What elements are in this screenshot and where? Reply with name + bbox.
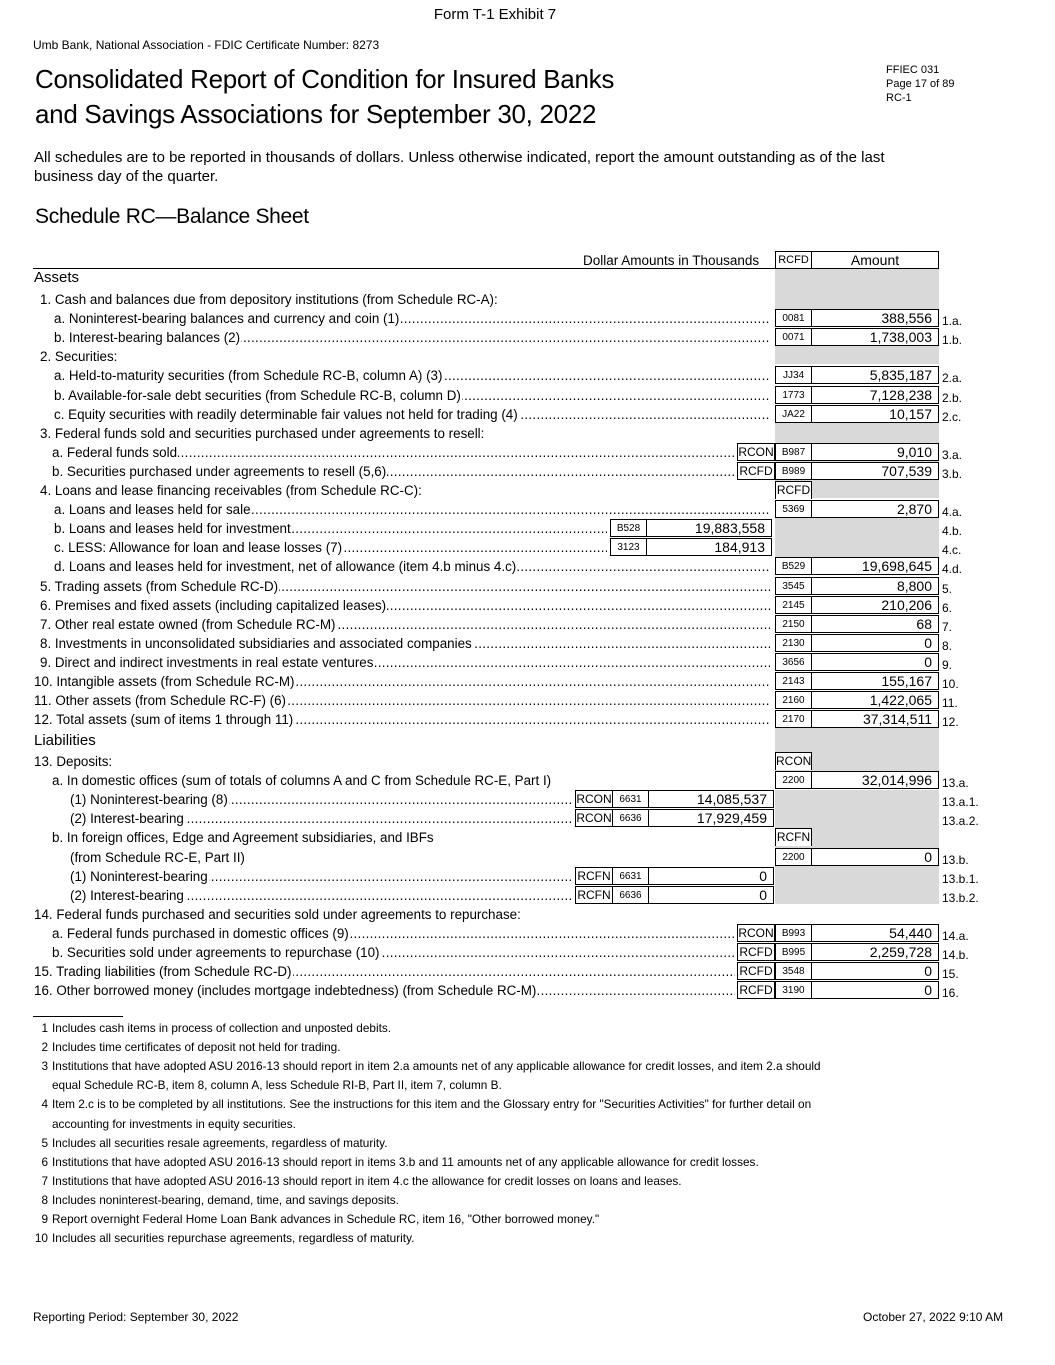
amount-value: 0	[811, 981, 939, 999]
title-line-1: Consolidated Report of Condition for Insured Banks	[35, 64, 615, 94]
row-label-text: 10. Intangible assets (from Schedule RC-M)	[34, 674, 295, 689]
row-label-text: (1) Noninterest-bearing	[70, 868, 208, 884]
row-label	[70, 867, 572, 886]
footnote-text: Institutions that have adopted ASU 2016-13 should report in item 4.c the allowance for credit losses on loans and leases.	[52, 1173, 682, 1188]
footnote-text: accounting for investments in equity securities.	[52, 1116, 296, 1131]
row-label	[54, 557, 770, 576]
item-code: 2150	[775, 615, 812, 633]
line-number: 2.a.	[942, 371, 963, 386]
prefix-code: RCFD	[737, 943, 775, 961]
row-label-text: 1. Cash and balances due from depository institutions (from Schedule RC-A):	[40, 292, 498, 307]
item-code: 2160	[775, 691, 812, 709]
line-number: 13.a.1.	[942, 795, 979, 810]
table-row	[0, 557, 1055, 576]
prefix-code: RCFD	[737, 462, 775, 480]
section-liabilities: Liabilities	[34, 732, 96, 749]
table-row	[0, 867, 1055, 886]
row-label	[40, 424, 770, 443]
reporting-period: Reporting Period: September 30, 2022	[33, 1310, 239, 1324]
line-number: 13.b.	[942, 852, 969, 867]
line-number: 2.c.	[942, 409, 962, 424]
row-label-text: 2. Securities:	[40, 349, 118, 365]
amount-value: 32,014,996	[811, 771, 939, 789]
row-label	[70, 886, 572, 905]
table-row	[0, 386, 1055, 405]
footnote-text: Institutions that have adopted ASU 2016-13 should report in items 3.b and 11 amounts net of any applicable allowance for credit losses.	[52, 1154, 759, 1169]
amount-value: 37,314,511	[811, 710, 939, 728]
row-label	[54, 538, 607, 557]
amount-value: 388,556	[811, 309, 939, 327]
sub-amount-value: 184,913	[646, 538, 772, 556]
table-row	[0, 519, 1055, 538]
table-row	[0, 309, 1055, 328]
line-number: 1.b.	[942, 333, 963, 348]
table-row	[0, 981, 1055, 1000]
row-label-text: (2) Interest-bearing	[70, 887, 184, 903]
line-number: 5.	[942, 581, 953, 596]
line-number: 13.a.2.	[942, 814, 979, 829]
section-assets: Assets	[34, 269, 80, 286]
table-row	[0, 538, 1055, 557]
row-label	[54, 309, 770, 328]
row-label-text: 15. Trading liabilities (from Schedule RC-D)	[34, 964, 292, 980]
form-id-block	[886, 63, 955, 105]
line-number: 4.d.	[942, 562, 963, 577]
header-prefix: RCFD	[775, 251, 812, 269]
line-number: 1.a.	[942, 314, 963, 329]
footnote-number: 7	[41, 1173, 48, 1188]
row-label-text: d. Loans and leases held for investment, net of allowance (item 4.b minus 4.c)	[54, 559, 517, 575]
table-row	[0, 771, 1055, 790]
prefix-code: RCFD	[737, 962, 775, 980]
footnote-text: Item 2.c is to be completed by all institutions. See the instructions for this item and the Glossary entry for "Securities Activities" for further detail on	[52, 1097, 812, 1112]
row-label-text: 5. Trading assets (from Schedule RC-D)	[40, 578, 279, 594]
table-row	[0, 596, 1055, 615]
line-number: 16.	[942, 986, 959, 1001]
table-row	[0, 366, 1055, 385]
sub-prefix-code: RCON	[576, 811, 612, 826]
amount-value: 2,259,728	[811, 943, 939, 961]
row-label-text: a. Loans and leases held for sale	[54, 502, 251, 518]
item-code: 2200	[775, 848, 812, 866]
table-row	[0, 752, 1055, 771]
table-row	[0, 347, 1055, 366]
row-label-text: a. In domestic offices (sum of totals of columns A and C from Schedule RC-E, Part I)	[52, 773, 552, 789]
sub-item-code: 6636	[612, 886, 649, 904]
row-label	[34, 981, 735, 1000]
row-label-text: 16. Other borrowed money (includes mortgage indebtedness) (from Schedule RC-M)	[34, 983, 537, 999]
table-row	[0, 405, 1055, 424]
line-number: 15.	[942, 967, 959, 982]
sub-item-code: 3123	[610, 538, 647, 556]
item-code: 3190	[775, 981, 812, 999]
amount-value: 7,128,238	[811, 386, 939, 404]
page-number: Page 17 of 89	[886, 78, 955, 90]
item-code: B987	[775, 443, 812, 461]
row-label	[54, 500, 770, 519]
footnote-number: 5	[41, 1135, 48, 1150]
row-label-text: b. In foreign offices, Edge and Agreement subsidiaries, and IBFs	[52, 830, 434, 846]
row-label-text: b. Available-for-sale debt securities (from Schedule RC-B, column D)	[54, 387, 461, 403]
table-row	[0, 691, 1055, 710]
row-label	[34, 691, 770, 710]
line-number: 14.b.	[942, 948, 969, 962]
row-label-text: a. Federal funds sold	[52, 444, 178, 460]
row-label	[40, 615, 770, 634]
row-label-text: 12. Total assets (sum of items 1 through 11)	[34, 712, 294, 728]
row-label	[52, 771, 770, 790]
item-code: 2170	[775, 710, 812, 728]
row-label-text: 9. Direct and indirect investments in real estate ventures	[40, 654, 374, 670]
row-label	[52, 943, 735, 962]
table-row	[0, 924, 1055, 943]
line-number: 7.	[942, 619, 953, 634]
row-label	[40, 653, 770, 672]
amount-value: 155,167	[811, 672, 939, 690]
row-label-text: b. Securities purchased under agreements to resell (5,6)	[52, 463, 387, 479]
amount-value: 8,800	[811, 577, 939, 595]
amount-value: 5,835,187	[811, 366, 939, 384]
row-label	[34, 672, 770, 691]
item-code: 2143	[775, 672, 812, 690]
row-label	[40, 634, 770, 653]
item-code: B529	[775, 557, 812, 575]
sub-amount-value: 0	[648, 867, 774, 885]
line-number: 4.c.	[942, 543, 962, 558]
item-code: B989	[775, 462, 812, 480]
row-label	[70, 790, 572, 809]
sub-item-code: 6631	[612, 867, 649, 885]
footnote-text: Report overnight Federal Home Loan Bank advances in Schedule RC, item 16, "Other borrowed money."	[52, 1212, 600, 1226]
row-label-text: a. Held-to-maturity securities (from Schedule RC-B, column A) (3)	[54, 368, 443, 384]
footnote-number: 9	[41, 1212, 48, 1226]
footnote-number: 8	[41, 1192, 48, 1207]
row-label	[40, 347, 770, 366]
prefix-code: RCFD	[737, 981, 775, 999]
line-number: 13.b.1.	[942, 871, 979, 886]
sub-item-code: B528	[610, 519, 647, 537]
item-code: 5369	[775, 500, 812, 518]
line-number: 11.	[942, 696, 958, 711]
row-label	[70, 848, 770, 867]
line-number: 14.a.	[942, 928, 969, 943]
table-row	[0, 848, 1055, 867]
row-label-text: (from Schedule RC-E, Part II)	[70, 849, 245, 865]
table-row	[0, 481, 1055, 500]
row-label-text: b. Loans and leases held for investment	[54, 521, 291, 537]
table-row	[0, 577, 1055, 596]
table-row	[0, 672, 1055, 691]
amount-value: 68	[811, 615, 939, 633]
footnote-number: 2	[41, 1040, 48, 1055]
sub-prefix-code: RCON	[576, 792, 612, 807]
amount-value: 54,440	[811, 924, 939, 942]
line-number: 3.b.	[942, 466, 963, 481]
sub-amount-value: 19,883,558	[646, 519, 772, 537]
table-row	[0, 653, 1055, 672]
row-label	[34, 962, 735, 981]
amount-value: 2,870	[811, 500, 939, 518]
row-label-text: c. LESS: Allowance for loan and lease losses (7)	[54, 540, 343, 556]
amount-value: 1,422,065	[811, 691, 939, 709]
row-label	[54, 328, 770, 347]
amount-value: 0	[811, 962, 939, 980]
item-code: B995	[775, 943, 812, 961]
row-label	[34, 752, 770, 771]
column-prefix: RCFD	[776, 483, 811, 497]
row-label-text: 11. Other assets (from Schedule RC-F) (6)	[34, 693, 287, 709]
bank-name: Umb Bank, National Association - FDIC Certificate Number: 8273	[33, 38, 380, 52]
row-label-text: 13. Deposits:	[34, 754, 113, 769]
footnote-rule	[33, 1016, 123, 1017]
row-label	[54, 366, 770, 385]
row-label	[40, 290, 770, 309]
row-label	[54, 519, 607, 538]
row-label-text: 14. Federal funds purchased and securities sold under agreements to repurchase:	[34, 906, 521, 922]
footnote-text: Includes noninterest-bearing, demand, time, and savings deposits.	[52, 1192, 399, 1207]
line-number: 4.a.	[942, 505, 963, 520]
amount-value: 707,539	[811, 462, 939, 480]
table-row	[0, 462, 1055, 481]
row-label-text: 3. Federal funds sold and securities purchased under agreements to resell:	[40, 425, 485, 441]
table-row	[0, 905, 1055, 924]
item-code: 2130	[775, 634, 812, 652]
item-code: 2145	[775, 596, 812, 614]
footnote-text: Includes all securities resale agreements, regardless of maturity.	[52, 1135, 388, 1150]
sub-item-code: 6631	[612, 790, 649, 808]
item-code: 3548	[775, 962, 812, 980]
item-code: 0071	[775, 328, 812, 346]
dollar-amounts-label: Dollar Amounts in Thousands	[583, 253, 760, 268]
row-label	[54, 405, 770, 424]
line-number: 8.	[942, 638, 953, 653]
item-code: B993	[775, 924, 812, 942]
row-label-text: 8. Investments in unconsolidated subsidiaries and associated companies	[40, 635, 472, 651]
row-label-text: 7. Other real estate owned (from Schedule RC-M)	[40, 616, 336, 632]
line-number: 4.b.	[942, 524, 963, 539]
amount-value: 0	[811, 848, 939, 866]
row-label-text: (1) Noninterest-bearing (8)	[70, 792, 228, 808]
table-row	[0, 790, 1055, 809]
line-number: 13.b.2.	[942, 890, 979, 905]
table-row	[0, 615, 1055, 634]
table-row	[0, 634, 1055, 653]
line-number: 3.a.	[942, 447, 963, 462]
row-label	[40, 577, 770, 596]
sub-prefix-code: RCFN	[575, 886, 613, 904]
table-row	[0, 962, 1055, 981]
amount-value: 19,698,645	[811, 557, 939, 575]
item-code: 3656	[775, 653, 812, 671]
schedule-title: Schedule RC—Balance Sheet	[35, 205, 309, 228]
header-amount: Amount	[811, 251, 939, 269]
footnote-number: 10	[34, 1231, 48, 1246]
page-title	[35, 62, 675, 132]
row-label	[40, 596, 770, 615]
footnote-text: Institutions that have adopted ASU 2016-13 should report in item 2.a amounts net of any applicable allowance for credit losses, and item 2.a should	[52, 1059, 821, 1074]
table-row	[0, 809, 1055, 828]
row-label-text: a. Federal funds purchased in domestic offices (9)	[52, 925, 349, 941]
row-label	[52, 828, 770, 847]
form-number: FFIEC 031	[886, 64, 940, 76]
footnote-number: 6	[41, 1154, 48, 1169]
row-label	[34, 710, 770, 729]
row-label-text: c. Equity securities with readily determinable fair values not held for trading (4)	[54, 406, 518, 422]
line-number: 9.	[942, 657, 953, 672]
row-label-text: b. Interest-bearing balances (2)	[54, 330, 241, 346]
row-label	[34, 905, 770, 924]
item-code: 1773	[775, 386, 812, 404]
table-row	[0, 290, 1055, 309]
line-number: 2.b.	[942, 390, 963, 405]
row-label	[40, 481, 770, 500]
item-code: JA22	[775, 405, 812, 423]
report-timestamp: October 27, 2022 9:10 AM	[863, 1310, 1004, 1324]
table-row	[0, 886, 1055, 905]
sub-prefix-code: RCFN	[575, 867, 613, 885]
amount-value: 210,206	[811, 596, 939, 614]
row-label-text: b. Securities sold under agreements to repurchase (10)	[52, 945, 380, 960]
amount-value: 1,738,003	[811, 328, 939, 346]
table-row	[0, 500, 1055, 519]
column-prefix: RCON	[776, 754, 812, 768]
footnote-number: 1	[41, 1021, 48, 1035]
row-label-text: 6. Premises and fixed assets (including capitalized leases)	[40, 597, 387, 613]
table-row	[0, 710, 1055, 729]
header-rule	[33, 268, 775, 269]
row-label	[52, 443, 735, 462]
footnote-text: Includes time certificates of deposit not held for trading.	[52, 1040, 341, 1055]
table-row	[0, 328, 1055, 347]
item-code: 3545	[775, 577, 812, 595]
line-number: 10.	[942, 677, 959, 691]
amount-value: 10,157	[811, 405, 939, 423]
amount-value: 9,010	[811, 443, 939, 461]
footnote-text: Includes cash items in process of collection and unposted debits.	[52, 1021, 392, 1035]
item-code: 2200	[775, 771, 812, 789]
item-code: JJ34	[775, 366, 812, 384]
footnote-number: 4	[41, 1097, 48, 1112]
table-row	[0, 424, 1055, 443]
sub-item-code: 6636	[612, 809, 649, 827]
footnote-text: equal Schedule RC-B, item 8, column A, less Schedule RI-B, Part II, item 7, column B.	[52, 1078, 502, 1093]
footnote-text: Includes all securities repurchase agreements, regardless of maturity.	[52, 1231, 415, 1246]
prefix-code: RCON	[738, 444, 774, 459]
line-number: 13.a.	[942, 776, 969, 791]
line-number: 6.	[942, 600, 953, 615]
intro-text: All schedules are to be reported in thousands of dollars. Unless otherwise indicated, report the amount outstanding as of the last business day of the quarter.	[34, 149, 885, 185]
amount-value: 0	[811, 634, 939, 652]
row-label	[54, 386, 770, 405]
column-prefix: RCFN	[776, 830, 811, 845]
row-label	[52, 462, 735, 481]
table-row	[0, 943, 1055, 962]
sub-amount-value: 14,085,537	[648, 790, 774, 808]
table-row	[0, 828, 1055, 847]
schedule-code: RC-1	[886, 92, 912, 104]
row-label-text: a. Noninterest-bearing balances and currency and coin (1)	[54, 311, 400, 327]
row-label	[52, 924, 735, 943]
title-line-2: and Savings Associations for September 30, 2022	[35, 99, 597, 129]
table-row	[0, 443, 1055, 462]
amount-value: 0	[811, 653, 939, 671]
sub-amount-value: 0	[648, 886, 774, 904]
footnote-number: 3	[41, 1059, 48, 1074]
item-code: 0081	[775, 309, 812, 327]
exhibit-label: Form T-1 Exhibit 7	[433, 6, 557, 23]
prefix-code: RCON	[738, 925, 774, 940]
row-label	[70, 809, 572, 828]
row-label-text: 4. Loans and lease financing receivables (from Schedule RC-C):	[40, 483, 422, 498]
row-label-text: (2) Interest-bearing	[70, 811, 184, 827]
sub-amount-value: 17,929,459	[648, 809, 774, 827]
line-number: 12.	[942, 715, 959, 730]
